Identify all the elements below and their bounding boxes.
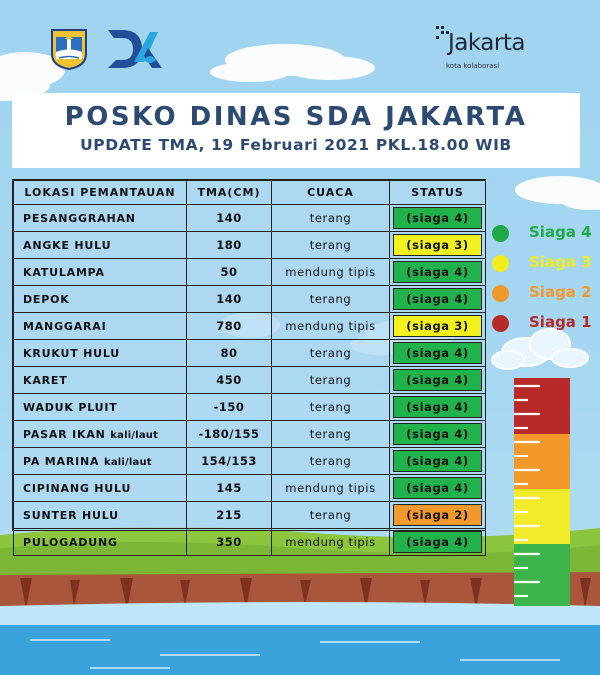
- location-cell: [14, 421, 187, 448]
- location-name: ANGKE HULU: [23, 238, 112, 252]
- status-badge: (siaga 4): [393, 423, 482, 445]
- column-header-weather: CUACA: [272, 181, 390, 205]
- title-banner: [12, 93, 580, 168]
- legend-dot-icon: [492, 225, 509, 242]
- jakarta-logo-tagline: kota kolaborasi: [446, 62, 500, 70]
- status-badge: (siaga 4): [393, 207, 482, 229]
- location-cell: [14, 259, 187, 286]
- location-name: CIPINANG HULU: [23, 481, 132, 495]
- table-row: [14, 448, 486, 475]
- weather-cell: terang: [272, 205, 390, 232]
- location-cell: [14, 286, 187, 313]
- location-cell: [14, 475, 187, 502]
- weather-cell: terang: [272, 502, 390, 529]
- status-badge: (siaga 3): [393, 315, 482, 337]
- location-cell: [14, 205, 187, 232]
- page-title: POSKO DINAS SDA JAKARTA: [64, 102, 528, 132]
- location-cell: [14, 502, 187, 529]
- table-row: [14, 502, 486, 529]
- weather-cell: terang: [272, 340, 390, 367]
- weather-cell: terang: [272, 367, 390, 394]
- status-cell: [390, 502, 486, 529]
- status-cell: [390, 340, 486, 367]
- legend-label: Siaga 4: [529, 223, 592, 241]
- location-suffix: kali/laut: [103, 456, 152, 468]
- status-badge: (siaga 4): [393, 288, 482, 310]
- jakarta-kota-kolaborasi-logo: [436, 26, 548, 72]
- weather-cell: mendung tipis: [272, 475, 390, 502]
- tma-cell: 140: [187, 205, 272, 232]
- status-cell: [390, 475, 486, 502]
- status-badge: (siaga 4): [393, 477, 482, 499]
- status-cell: [390, 232, 486, 259]
- legend-item: [488, 282, 598, 312]
- location-name: KATULAMPA: [23, 265, 105, 279]
- location-name: PULOGADUNG: [23, 535, 118, 549]
- location-cell: [14, 232, 187, 259]
- status-badge: (siaga 3): [393, 234, 482, 256]
- weather-cell: terang: [272, 448, 390, 475]
- table-body: [14, 205, 486, 556]
- column-header-tma: TMA(CM): [187, 181, 272, 205]
- location-name: PESANGGRAHAN: [23, 211, 136, 225]
- legend-dot-icon: [492, 285, 509, 302]
- tma-cell: -150: [187, 394, 272, 421]
- tma-cell: 154/153: [187, 448, 272, 475]
- dki-jakarta-seal-logo: [50, 28, 88, 70]
- tma-cell: 180: [187, 232, 272, 259]
- water-level-table: [12, 179, 486, 549]
- status-cell: [390, 448, 486, 475]
- tma-cell: -180/155: [187, 421, 272, 448]
- table-row: [14, 529, 486, 556]
- legend-label: Siaga 3: [529, 253, 592, 271]
- table-row: [14, 205, 486, 232]
- legend-label: Siaga 2: [529, 283, 592, 301]
- dsda-logo: [104, 26, 166, 72]
- legend-label: Siaga 1: [529, 313, 592, 331]
- status-cell: [390, 286, 486, 313]
- tma-cell: 215: [187, 502, 272, 529]
- water-level-gauge: [514, 378, 570, 606]
- location-name: SUNTER HULU: [23, 508, 119, 522]
- status-badge: (siaga 4): [393, 261, 482, 283]
- status-cell: [390, 259, 486, 286]
- weather-cell: terang: [272, 286, 390, 313]
- table-row: [14, 421, 486, 448]
- location-cell: [14, 529, 187, 556]
- location-name: KARET: [23, 373, 68, 387]
- jakarta-logo-wordmark: Jakarta: [448, 30, 525, 56]
- legend-dot-icon: [492, 255, 509, 272]
- status-badge: (siaga 4): [393, 531, 482, 553]
- table-row: [14, 367, 486, 394]
- siaga-legend: [488, 222, 598, 342]
- tma-cell: 780: [187, 313, 272, 340]
- location-cell: [14, 448, 187, 475]
- column-header-location: LOKASI PEMANTAUAN: [14, 181, 187, 205]
- tma-cell: 140: [187, 286, 272, 313]
- table-row: [14, 475, 486, 502]
- legend-item: [488, 222, 598, 252]
- status-badge: (siaga 4): [393, 450, 482, 472]
- status-badge: (siaga 4): [393, 369, 482, 391]
- location-name: PA MARINA: [23, 454, 100, 468]
- tma-cell: 145: [187, 475, 272, 502]
- table-row: [14, 340, 486, 367]
- legend-dot-icon: [492, 315, 509, 332]
- location-cell: [14, 367, 187, 394]
- location-cell: [14, 313, 187, 340]
- location-name: PASAR IKAN: [23, 427, 106, 441]
- status-cell: [390, 529, 486, 556]
- tma-cell: 450: [187, 367, 272, 394]
- legend-item: [488, 252, 598, 282]
- table-row: [14, 286, 486, 313]
- location-cell: [14, 340, 187, 367]
- location-cell: [14, 394, 187, 421]
- weather-cell: mendung tipis: [272, 529, 390, 556]
- weather-cell: terang: [272, 421, 390, 448]
- status-badge: (siaga 2): [393, 504, 482, 526]
- weather-cell: mendung tipis: [272, 259, 390, 286]
- tma-cell: 350: [187, 529, 272, 556]
- weather-cell: terang: [272, 394, 390, 421]
- status-cell: [390, 313, 486, 340]
- table-row: [14, 313, 486, 340]
- weather-cell: mendung tipis: [272, 313, 390, 340]
- location-name: KRUKUT HULU: [23, 346, 121, 360]
- tma-cell: 50: [187, 259, 272, 286]
- table-row: [14, 232, 486, 259]
- tma-cell: 80: [187, 340, 272, 367]
- status-cell: [390, 205, 486, 232]
- status-cell: [390, 394, 486, 421]
- weather-cell: terang: [272, 232, 390, 259]
- status-cell: [390, 367, 486, 394]
- location-name: MANGGARAI: [23, 319, 107, 333]
- column-header-status: STATUS: [390, 181, 486, 205]
- table-header-row: [14, 181, 486, 205]
- status-badge: (siaga 4): [393, 396, 482, 418]
- location-suffix: kali/laut: [110, 429, 159, 441]
- table-row: [14, 259, 486, 286]
- status-badge: (siaga 4): [393, 342, 482, 364]
- legend-item: [488, 312, 598, 342]
- status-cell: [390, 421, 486, 448]
- update-subtitle: UPDATE TMA, 19 Februari 2021 PKL.18.00 WIB: [80, 136, 512, 154]
- location-name: DEPOK: [23, 292, 70, 306]
- location-name: WADUK PLUIT: [23, 400, 118, 414]
- table-row: [14, 394, 486, 421]
